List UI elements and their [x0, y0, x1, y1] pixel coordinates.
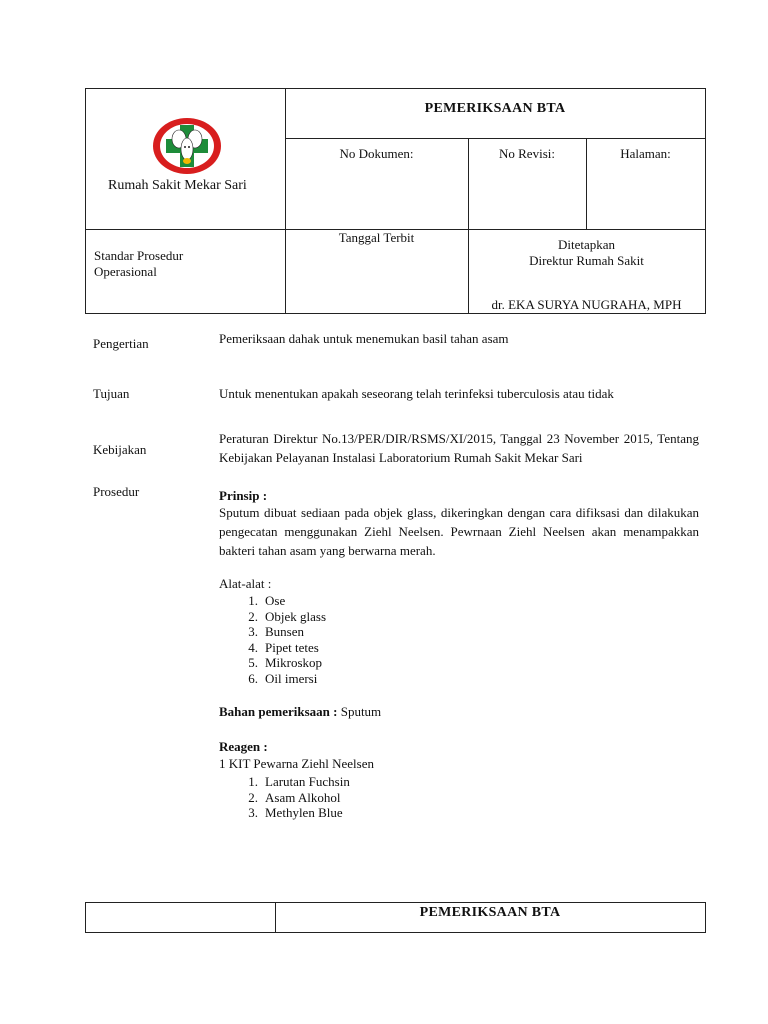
tujuan-label: Tujuan	[93, 386, 130, 401]
kebijakan-text: Peraturan Direktur No.13/PER/DIR/RSMS/XI/2015, Tanggal 23 November 2015, Tentang Kebijakan Pelayanan Instalasi Laboratorium Rumah Sakit Mekar Sari	[219, 431, 699, 465]
prosedur-label: Prosedur	[93, 484, 140, 499]
table-divider	[285, 89, 286, 313]
no-dokumen-label: No Dokumen:	[339, 146, 414, 161]
footer-table	[85, 902, 706, 933]
bahan-label: Bahan pemeriksaan :	[219, 704, 338, 719]
alat-heading: Alat-alat :	[219, 576, 272, 591]
spo-label: Standar Prosedur Operasional	[94, 248, 184, 279]
pengertian-text: Pemeriksaan dahak untuk menemukan basil tahan asam	[219, 331, 509, 346]
halaman-label: Halaman:	[620, 146, 671, 161]
no-revisi-label: No Revisi:	[499, 146, 555, 161]
hospital-name: Rumah Sakit Mekar Sari	[108, 178, 247, 193]
prinsip-heading: Prinsip :	[219, 488, 268, 503]
document-title: PEMERIKSAAN BTA	[424, 101, 566, 116]
reagen-kit: 1 KIT Pewarna Ziehl Neelsen	[219, 756, 374, 771]
prinsip-text: Sputum dibuat sediaan pada objek glass, dikeringkan dengan cara difiksasi dan dilakukan pengecatan menggunakan Ziehl Neelsen. Pewrnaan Ziehl Neelsen akan menampakkan bakteri tahan asam yang berwarna merah.	[219, 505, 699, 558]
direktur-label: Direktur Rumah Sakit	[529, 253, 644, 268]
kebijakan-label: Kebijakan	[93, 442, 147, 457]
ditetapkan-label: Ditetapkan	[557, 237, 616, 252]
document-header-table	[85, 88, 706, 314]
table-divider	[285, 138, 705, 139]
bahan-value: Sputum	[337, 704, 382, 719]
footer-title: PEMERIKSAAN BTA	[419, 905, 561, 920]
bahan-pemeriksaan	[219, 704, 381, 720]
tanggal-terbit-label: Tanggal Terbit	[338, 230, 415, 245]
pengertian-label: Pengertian	[93, 336, 149, 351]
hospital-logo	[152, 117, 222, 175]
tujuan-text: Untuk menentukan apakah seseorang telah terinfeksi tuberculosis atau tidak	[219, 386, 614, 401]
reagen-heading: Reagen :	[219, 739, 268, 754]
director-name: dr. EKA SURYA NUGRAHA, MPH	[491, 297, 682, 312]
table-divider	[468, 138, 469, 313]
orchid-cross-logo-icon	[152, 117, 222, 175]
